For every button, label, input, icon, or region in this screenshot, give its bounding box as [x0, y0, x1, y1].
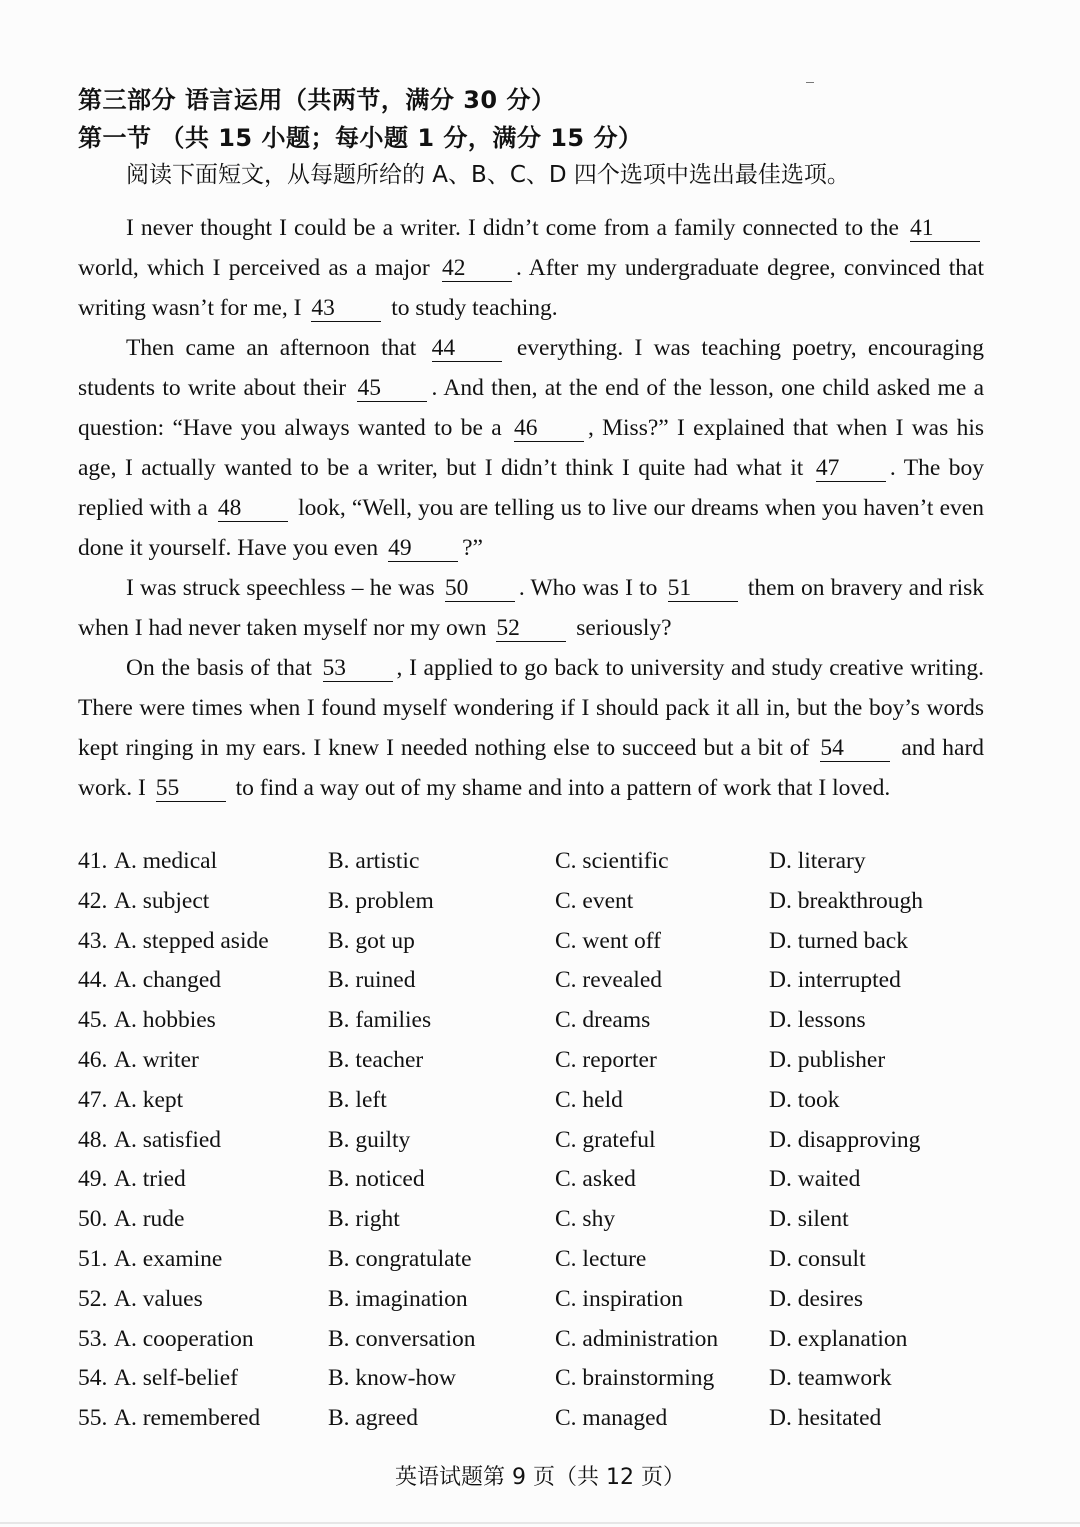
cloze-passage — [78, 208, 984, 808]
option-a: A. rude — [114, 1206, 185, 1233]
option-a: A. medical — [114, 848, 218, 874]
option-a: A. changed — [114, 967, 222, 994]
option-c: C. asked — [555, 1166, 636, 1193]
option-c: C. inspiration — [555, 1285, 683, 1312]
blank-51: 51 — [668, 575, 738, 602]
blank-49: 49 — [388, 535, 458, 562]
option-a: A. kept — [114, 1086, 184, 1113]
option-row — [78, 967, 998, 1007]
option-row — [78, 1206, 998, 1246]
page-footer: 英语试题第 9 页（共 12 页） — [395, 1465, 685, 1490]
blank-55: 55 — [156, 775, 226, 802]
blank-44: 44 — [432, 335, 502, 362]
option-b: B. agreed — [328, 1405, 419, 1432]
blank-42: 42 — [442, 255, 512, 282]
passage-text: to find a way out of my shame and into a pattern of work that I loved. — [235, 775, 891, 801]
blank-47: 47 — [816, 455, 886, 482]
option-a: A. values — [114, 1285, 203, 1312]
blank-48: 48 — [218, 495, 288, 522]
passage-text: , I applied to go back to university and study creative writing. There were times when I found myself wondering if I should pack it all in, but the boy’s words kept ringing in my ears. I knew I needed nothing else to succeed but a bit of — [78, 655, 984, 761]
option-d: D. waited — [769, 1166, 861, 1193]
option-d: D. literary — [769, 848, 866, 874]
option-d: D. lessons — [769, 1007, 866, 1034]
option-b: B. left — [328, 1086, 387, 1113]
option-b: B. imagination — [328, 1285, 468, 1312]
option-b: B. ruined — [328, 967, 416, 994]
question-number: 44. — [78, 967, 108, 994]
passage-text: to study teaching. — [391, 295, 558, 321]
option-row — [78, 928, 998, 968]
option-c: C. dreams — [555, 1007, 651, 1034]
option-c: C. reporter — [555, 1046, 657, 1073]
option-b: B. noticed — [328, 1166, 425, 1193]
passage-paragraph-1 — [78, 208, 984, 328]
question-number: 42. — [78, 887, 108, 914]
option-row — [78, 1166, 998, 1206]
option-row — [78, 1246, 998, 1286]
blank-54: 54 — [820, 735, 890, 762]
option-a: A. self-belief — [114, 1365, 238, 1392]
passage-text: , Miss?” I explained that when I was his age, I actually wanted to be a writer, but I didn’t think I quite had what it — [78, 415, 984, 481]
question-number: 46. — [78, 1046, 108, 1073]
passage-text: . And then, at the end of the lesson, one child asked me a question: “Have you always wanted to be a — [78, 375, 984, 441]
question-number: 51. — [78, 1245, 108, 1272]
option-d: D. turned back — [769, 927, 908, 954]
option-b: B. teacher — [328, 1046, 424, 1073]
option-d: D. interrupted — [769, 967, 901, 994]
passage-text: everything. I was teaching poetry, encouraging students to write about their — [78, 335, 985, 401]
passage-text: world, which I perceived as a major — [78, 255, 430, 281]
blank-50: 50 — [445, 575, 515, 602]
option-b: B. guilty — [328, 1126, 411, 1153]
blank-45: 45 — [357, 375, 427, 402]
passage-text: and hard work. I — [78, 735, 985, 801]
option-d: D. disapproving — [769, 1126, 921, 1153]
option-b: B. families — [328, 1007, 432, 1034]
option-c: C. went off — [555, 927, 661, 954]
question-number: 52. — [78, 1285, 108, 1312]
option-a: A. stepped aside — [114, 927, 269, 954]
passage-text: Then came an afternoon that — [126, 335, 417, 361]
option-b: B. know-how — [328, 1365, 456, 1392]
option-c: C. held — [555, 1086, 623, 1113]
option-d: D. silent — [769, 1206, 849, 1233]
option-d: D. teamwork — [769, 1365, 892, 1392]
question-number: 43. — [78, 927, 108, 954]
passage-text: seriously? — [576, 615, 672, 641]
option-c: C. shy — [555, 1206, 616, 1233]
question-number: 55. — [78, 1405, 108, 1432]
passage-text: . After my undergraduate degree, convinced that writing wasn’t for me, I — [78, 255, 985, 321]
question-number: 45. — [78, 1007, 108, 1034]
option-d: D. took — [769, 1086, 840, 1113]
option-a: A. subject — [114, 887, 210, 914]
option-row — [78, 1405, 998, 1445]
option-a: A. cooperation — [114, 1325, 254, 1352]
option-c: C. scientific — [555, 848, 669, 874]
passage-paragraph-3 — [78, 568, 984, 648]
instruction-text: 阅读下面短文，从每题所给的 A、B、C、D 四个选项中选出最佳选项。 — [126, 162, 850, 188]
passage-text: On the basis of that — [126, 655, 312, 681]
passage-text: them on bravery and risk when I had never taken myself nor my own — [78, 575, 985, 641]
option-a: A. remembered — [114, 1405, 261, 1432]
option-b: B. artistic — [328, 848, 420, 874]
option-row — [78, 1007, 998, 1047]
section-title: 第一节 （共 15 小题；每小题 1 分，满分 15 分） — [78, 124, 643, 152]
blank-53: 53 — [323, 655, 393, 682]
blank-41: 41 — [910, 215, 980, 242]
option-b: B. problem — [328, 887, 434, 914]
question-number: 47. — [78, 1086, 108, 1113]
option-row — [78, 1087, 998, 1127]
option-d: D. desires — [769, 1285, 863, 1312]
option-b: B. congratulate — [328, 1245, 472, 1272]
option-a: A. hobbies — [114, 1007, 216, 1034]
option-a: A. tried — [114, 1166, 186, 1193]
passage-paragraph-2 — [78, 328, 984, 568]
option-row — [78, 848, 998, 888]
passage-text: look, “Well, you are telling us to live our dreams when you haven’t even done it yourself. Have you even — [78, 495, 984, 561]
option-a: A. satisfied — [114, 1126, 222, 1153]
option-d: D. breakthrough — [769, 887, 924, 914]
passage-paragraph-4 — [78, 648, 984, 808]
option-c: C. event — [555, 887, 634, 914]
passage-text: . The boy replied with a — [78, 455, 984, 521]
question-number: 48. — [78, 1126, 108, 1153]
option-c: C. revealed — [555, 967, 663, 994]
page-edge — [0, 1522, 1080, 1524]
option-row — [78, 1365, 998, 1405]
option-a: A. writer — [114, 1046, 199, 1073]
passage-text: . Who was I to — [518, 575, 658, 601]
passage-text: I never thought I could be a writer. I didn’t come from a family connected to the — [126, 215, 899, 241]
option-c: C. administration — [555, 1325, 719, 1352]
option-row — [78, 1127, 998, 1167]
blank-43: 43 — [311, 295, 381, 322]
option-d: D. consult — [769, 1245, 866, 1272]
part-title: 第三部分 语言运用（共两节，满分 30 分） — [78, 86, 556, 114]
option-row — [78, 1326, 998, 1366]
option-row — [78, 1047, 998, 1087]
option-c: C. managed — [555, 1405, 668, 1432]
passage-text: I was struck speechless – he was — [126, 575, 435, 601]
blank-46: 46 — [514, 415, 584, 442]
option-row — [78, 888, 998, 928]
question-number: 49. — [78, 1166, 108, 1193]
question-number: 53. — [78, 1325, 108, 1352]
scan-mark — [806, 82, 814, 83]
question-number: 54. — [78, 1365, 108, 1392]
passage-text: ?” — [462, 535, 483, 561]
option-b: B. got up — [328, 927, 415, 954]
option-b: B. conversation — [328, 1325, 476, 1352]
question-number: 50. — [78, 1206, 108, 1233]
option-row — [78, 1286, 998, 1326]
option-d: D. hesitated — [769, 1405, 882, 1432]
option-d: D. publisher — [769, 1046, 886, 1073]
option-c: C. lecture — [555, 1245, 647, 1272]
option-c: C. grateful — [555, 1126, 656, 1153]
option-d: D. explanation — [769, 1325, 908, 1352]
option-c: C. brainstorming — [555, 1365, 715, 1392]
answer-options — [78, 848, 998, 1445]
blank-52: 52 — [496, 615, 566, 642]
option-a: A. examine — [114, 1245, 223, 1272]
option-b: B. right — [328, 1206, 400, 1233]
question-number: 41. — [78, 848, 108, 874]
